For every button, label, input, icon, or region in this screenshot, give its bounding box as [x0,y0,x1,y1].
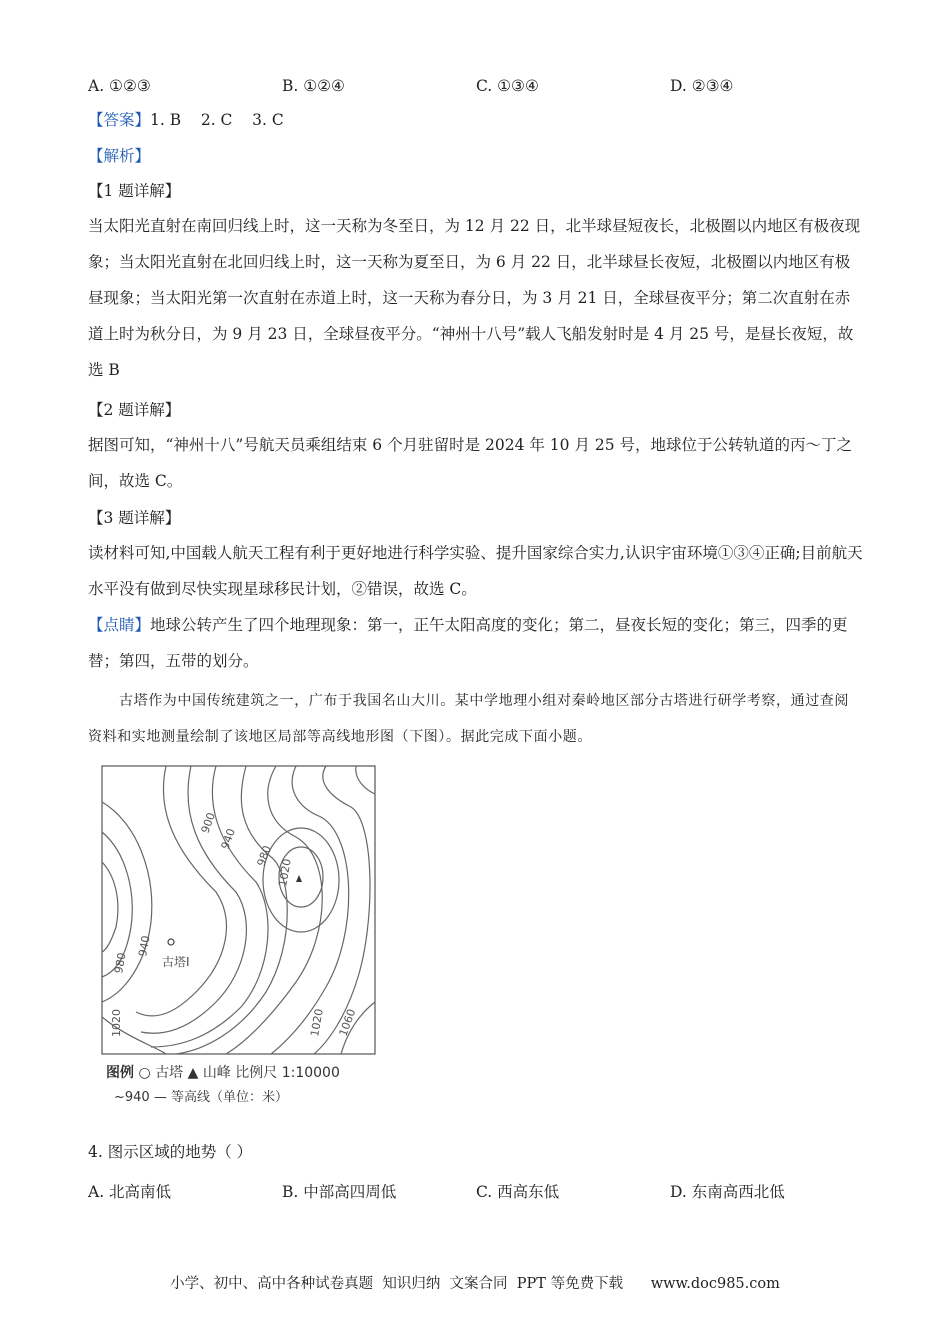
legend-peak: 山峰 [202,1065,231,1081]
legend-row-1 [106,1062,340,1082]
option-b: B. ①②④ [282,77,345,95]
analysis-label: 【解析】 [88,147,151,165]
legend-row-2 [114,1086,288,1105]
option-c: C. ①③④ [476,77,539,95]
contour-line [151,766,268,1047]
q4-stem: 4. 图示区域的地势（ ） [88,1143,253,1161]
legend-tower: 古塔 [155,1065,184,1081]
contour-map-svg [96,762,386,1112]
legend-tower-icon: ○ [138,1065,151,1081]
legend-scale: 比例尺 1:10000 [235,1065,340,1081]
contour-map [96,762,386,1112]
q3-heading: 【3 题详解】 [88,509,181,527]
q2-heading: 【2 题详解】 [88,401,181,419]
tower-label: 古塔Ⅰ [162,955,190,969]
contour-line [356,766,375,794]
contour-label: 980 [112,951,129,975]
q3-body: 读材料可知,中国载人航天工程有利于更好地进行科学实验、提升国家综合实力,认识宇宙环境①③④正确;目前航天水平没有做到尽快实现星球移民计划，②错误，故选 C。 [88,544,863,598]
option-a: A. ①②③ [88,77,151,95]
answer-text: 1. B 2. C 3. C [150,111,284,129]
contour-line [141,766,246,1033]
legend-title: 图例 [106,1065,134,1081]
q4-option-d: D. 东南高西北低 [670,1183,785,1201]
contour-label: 900 [198,810,219,836]
intro-paragraph: 古塔作为中国传统建筑之一，广布于我国名山大川。某中学地理小组对秦岭地区部分古塔进行研学考察，通过查阅资料和实地测量绘制了该地区局部等高线地形图（下图）。据此完成下面小题。 [88,693,849,745]
contour-line [102,862,118,952]
answer-line [88,113,284,129]
contour-label: 940 [218,826,239,852]
tower-marker [168,939,174,945]
q1-heading: 【1 题详解】 [88,182,181,200]
q4-option-c: C. 西高东低 [476,1183,560,1201]
contour-label: 980 [254,843,275,869]
contour-line [102,802,152,1002]
legend-contour-sample: ~940 — [114,1090,167,1105]
contour-label: 1020 [110,1009,123,1037]
contour-label: 1020 [276,857,294,888]
contour-label: 1060 [336,1007,359,1039]
legend-peak-icon: ▲ [187,1065,199,1081]
contour-label: 1020 [308,1007,326,1038]
answer-label: 【答案】 [88,111,151,129]
tip-body: 地球公转产生了四个地理现象：第一，正午太阳高度的变化；第二，昼夜长短的变化；第三，四季的更替；第四，五带的划分。 [88,616,848,670]
peak-marker [296,875,302,882]
option-d: D. ②③④ [670,77,734,95]
contour-line [271,766,349,1054]
q4-option-a: A. 北高南低 [88,1183,172,1201]
q4-option-b: B. 中部高四周低 [282,1183,397,1201]
q1-body: 当太阳光直射在南回归线上时，这一天称为冬至日，为 12 月 22 日，北半球昼短夜长，北极圈以内地区有极夜现象；当太阳光直射在北回归线上时，这一天称为夏至日，为 6 月 22 日，北半球昼长夜短，北极圈以内地区有极昼现象；当太阳光第一次直射在赤道上时，这一天称为春分日，为 3 月 21 日，全球昼夜平分；第二次直射在赤道上时为秋分日，为 9 月 23 日，全球昼夜平分。“神州十八号”载人飞船发射时是 4 月 25 号，是昼长夜短，故选 B [88,217,861,379]
tip-label: 【点睛】 [88,616,151,634]
page-footer: 小学、初中、高中各种试卷真题 知识归纳 文案合同 PPT 等免费下载 www.doc985.com [170,1276,780,1292]
tip-paragraph [88,607,863,679]
contour-label: 940 [136,934,153,958]
q2-body: 据图可知，“神州十八”号航天员乘组结束 6 个月驻留时是 2024 年 10 月 25 号，地球位于公转轨道的丙～丁之间，故选 C。 [88,436,853,490]
legend-contour: 等高线（单位：米） [170,1090,288,1105]
